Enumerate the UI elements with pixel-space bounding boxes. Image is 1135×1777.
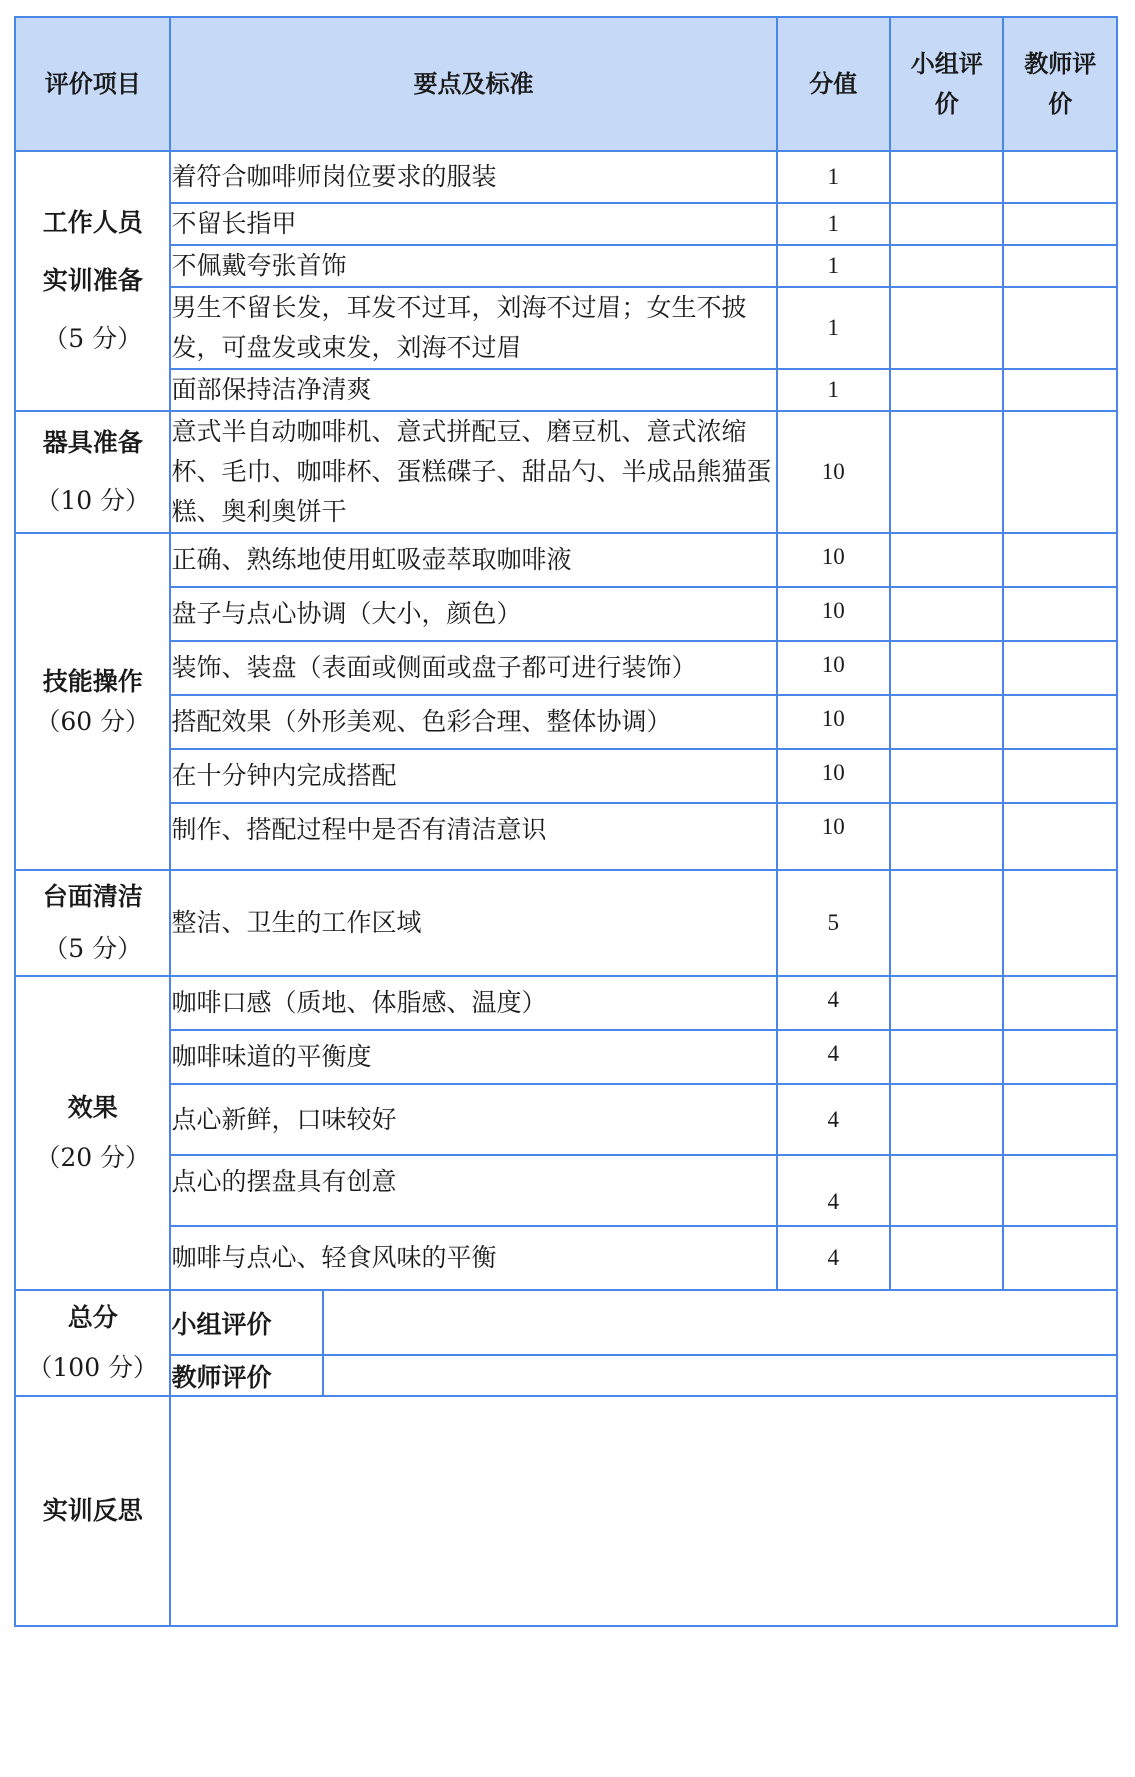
teacher-eval-cell[interactable] [1003,1226,1117,1290]
table-row [15,587,1117,641]
score-cell: 1 [777,287,890,369]
evaluation-form [14,16,1118,1627]
group-eval-cell[interactable] [890,1030,1003,1084]
standard-cell: 面部保持洁净清爽 [170,369,776,411]
standard-cell: 男生不留长发，耳发不过耳，刘海不过眉；女生不披发，可盘发或束发，刘海不过眉 [170,287,776,369]
standard-cell: 不留长指甲 [170,203,776,245]
category-points: （5 分） [43,324,143,353]
teacher-eval-cell[interactable] [1003,749,1117,803]
teacher-eval-cell[interactable] [1003,369,1117,411]
reflection-area[interactable] [170,1396,1117,1626]
group-eval-cell[interactable] [890,749,1003,803]
group-eval-cell[interactable] [890,369,1003,411]
standard-cell: 整洁、卫生的工作区域 [170,870,776,976]
header-item: 评价项目 [15,17,170,151]
header-standard: 要点及标准 [170,17,776,151]
reflection-label: 实训反思 [15,1396,170,1626]
standard-cell: 搭配效果（外形美观、色彩合理、整体协调） [170,695,776,749]
header-group-eval-label: 小组评价 [910,48,983,118]
category-cell [15,151,170,411]
header-group-eval [890,17,1003,151]
teacher-eval-cell[interactable] [1003,695,1117,749]
score-cell: 4 [777,976,890,1030]
category-cell [15,976,170,1290]
table-row [15,1155,1117,1226]
category-cell [15,870,170,976]
total-group-label: 小组评价 [170,1290,322,1355]
category-cell [15,411,170,533]
group-eval-cell[interactable] [890,203,1003,245]
category-points: （10 分） [35,486,151,515]
table-row [15,870,1117,976]
table-row [15,1030,1117,1084]
table-row [15,369,1117,411]
score-cell: 10 [777,695,890,749]
total-group-row [15,1290,1117,1355]
header-row [15,17,1117,151]
standard-cell: 点心新鲜，口味较好 [170,1084,776,1155]
category-line: 实训准备 [42,266,143,295]
total-points: （100 分） [27,1353,159,1382]
group-eval-cell[interactable] [890,287,1003,369]
teacher-eval-cell[interactable] [1003,1084,1117,1155]
category-points: （60 分） [35,706,151,736]
standard-cell: 点心的摆盘具有创意 [170,1155,776,1226]
category-cell [15,533,170,870]
score-cell: 10 [777,641,890,695]
score-cell: 10 [777,411,890,533]
group-eval-cell[interactable] [890,1084,1003,1155]
table-row [15,641,1117,695]
table-row [15,1084,1117,1155]
total-teacher-label: 教师评价 [170,1355,322,1396]
score-cell: 4 [777,1084,890,1155]
group-eval-cell[interactable] [890,695,1003,749]
teacher-eval-cell[interactable] [1003,976,1117,1030]
group-eval-cell[interactable] [890,976,1003,1030]
group-eval-cell[interactable] [890,587,1003,641]
reflection-row [15,1396,1117,1626]
standard-cell: 在十分钟内完成搭配 [170,749,776,803]
table-row [15,695,1117,749]
category-line: 技能操作 [42,666,143,696]
score-cell: 1 [777,369,890,411]
category-line: 工作人员 [42,208,143,237]
score-cell: 4 [777,1030,890,1084]
table-row [15,533,1117,587]
category-points: （5 分） [43,934,143,963]
category-line: 台面清洁 [42,882,143,911]
score-cell: 1 [777,151,890,203]
group-eval-cell[interactable] [890,245,1003,287]
score-cell: 10 [777,749,890,803]
score-cell: 10 [777,803,890,870]
header-teacher-eval [1003,17,1117,151]
standard-cell: 着符合咖啡师岗位要求的服装 [170,151,776,203]
score-cell: 1 [777,203,890,245]
teacher-eval-cell[interactable] [1003,533,1117,587]
table-row [15,803,1117,870]
total-teacher-row [15,1355,1117,1396]
teacher-eval-cell[interactable] [1003,587,1117,641]
header-score: 分值 [777,17,890,151]
teacher-eval-cell[interactable] [1003,411,1117,533]
total-teacher-value[interactable] [323,1355,1117,1396]
standard-cell: 制作、搭配过程中是否有清洁意识 [170,803,776,870]
score-cell: 1 [777,245,890,287]
standard-cell: 正确、熟练地使用虹吸壶萃取咖啡液 [170,533,776,587]
teacher-eval-cell[interactable] [1003,641,1117,695]
group-eval-cell[interactable] [890,411,1003,533]
total-cell [15,1290,170,1396]
table-row [15,749,1117,803]
teacher-eval-cell[interactable] [1003,1030,1117,1084]
group-eval-cell[interactable] [890,151,1003,203]
standard-cell: 不佩戴夸张首饰 [170,245,776,287]
teacher-eval-cell[interactable] [1003,203,1117,245]
teacher-eval-cell[interactable] [1003,245,1117,287]
total-line: 总分 [67,1303,118,1332]
table-row [15,287,1117,369]
teacher-eval-cell[interactable] [1003,287,1117,369]
score-cell: 5 [777,870,890,976]
table-row [15,245,1117,287]
score-cell: 4 [777,1226,890,1290]
table-row [15,203,1117,245]
standard-cell: 装饰、装盘（表面或侧面或盘子都可进行装饰） [170,641,776,695]
table-row [15,411,1117,533]
teacher-eval-cell[interactable] [1003,1155,1117,1226]
teacher-eval-cell[interactable] [1003,803,1117,870]
table-row [15,151,1117,203]
table-row [15,1226,1117,1290]
category-line: 器具准备 [42,428,143,457]
evaluation-table [14,16,1118,1627]
teacher-eval-cell[interactable] [1003,151,1117,203]
group-eval-cell[interactable] [890,870,1003,976]
group-eval-cell[interactable] [890,533,1003,587]
standard-cell: 咖啡与点心、轻食风味的平衡 [170,1226,776,1290]
score-cell: 4 [777,1155,890,1226]
group-eval-cell[interactable] [890,1226,1003,1290]
category-points: （20 分） [35,1143,151,1172]
standard-cell: 盘子与点心协调（大小，颜色） [170,587,776,641]
group-eval-cell[interactable] [890,641,1003,695]
standard-cell: 咖啡口感（质地、体脂感、温度） [170,976,776,1030]
total-group-value[interactable] [323,1290,1117,1355]
group-eval-cell[interactable] [890,803,1003,870]
teacher-eval-cell[interactable] [1003,870,1117,976]
header-teacher-eval-label: 教师评价 [1024,48,1097,118]
table-row [15,976,1117,1030]
group-eval-cell[interactable] [890,1155,1003,1226]
category-line: 效果 [67,1093,118,1122]
standard-cell: 咖啡味道的平衡度 [170,1030,776,1084]
standard-cell: 意式半自动咖啡机、意式拼配豆、磨豆机、意式浓缩杯、毛巾、咖啡杯、蛋糕碟子、甜品勺、半成品熊猫蛋糕、奥利奥饼干 [170,411,776,533]
score-cell: 10 [777,587,890,641]
score-cell: 10 [777,533,890,587]
